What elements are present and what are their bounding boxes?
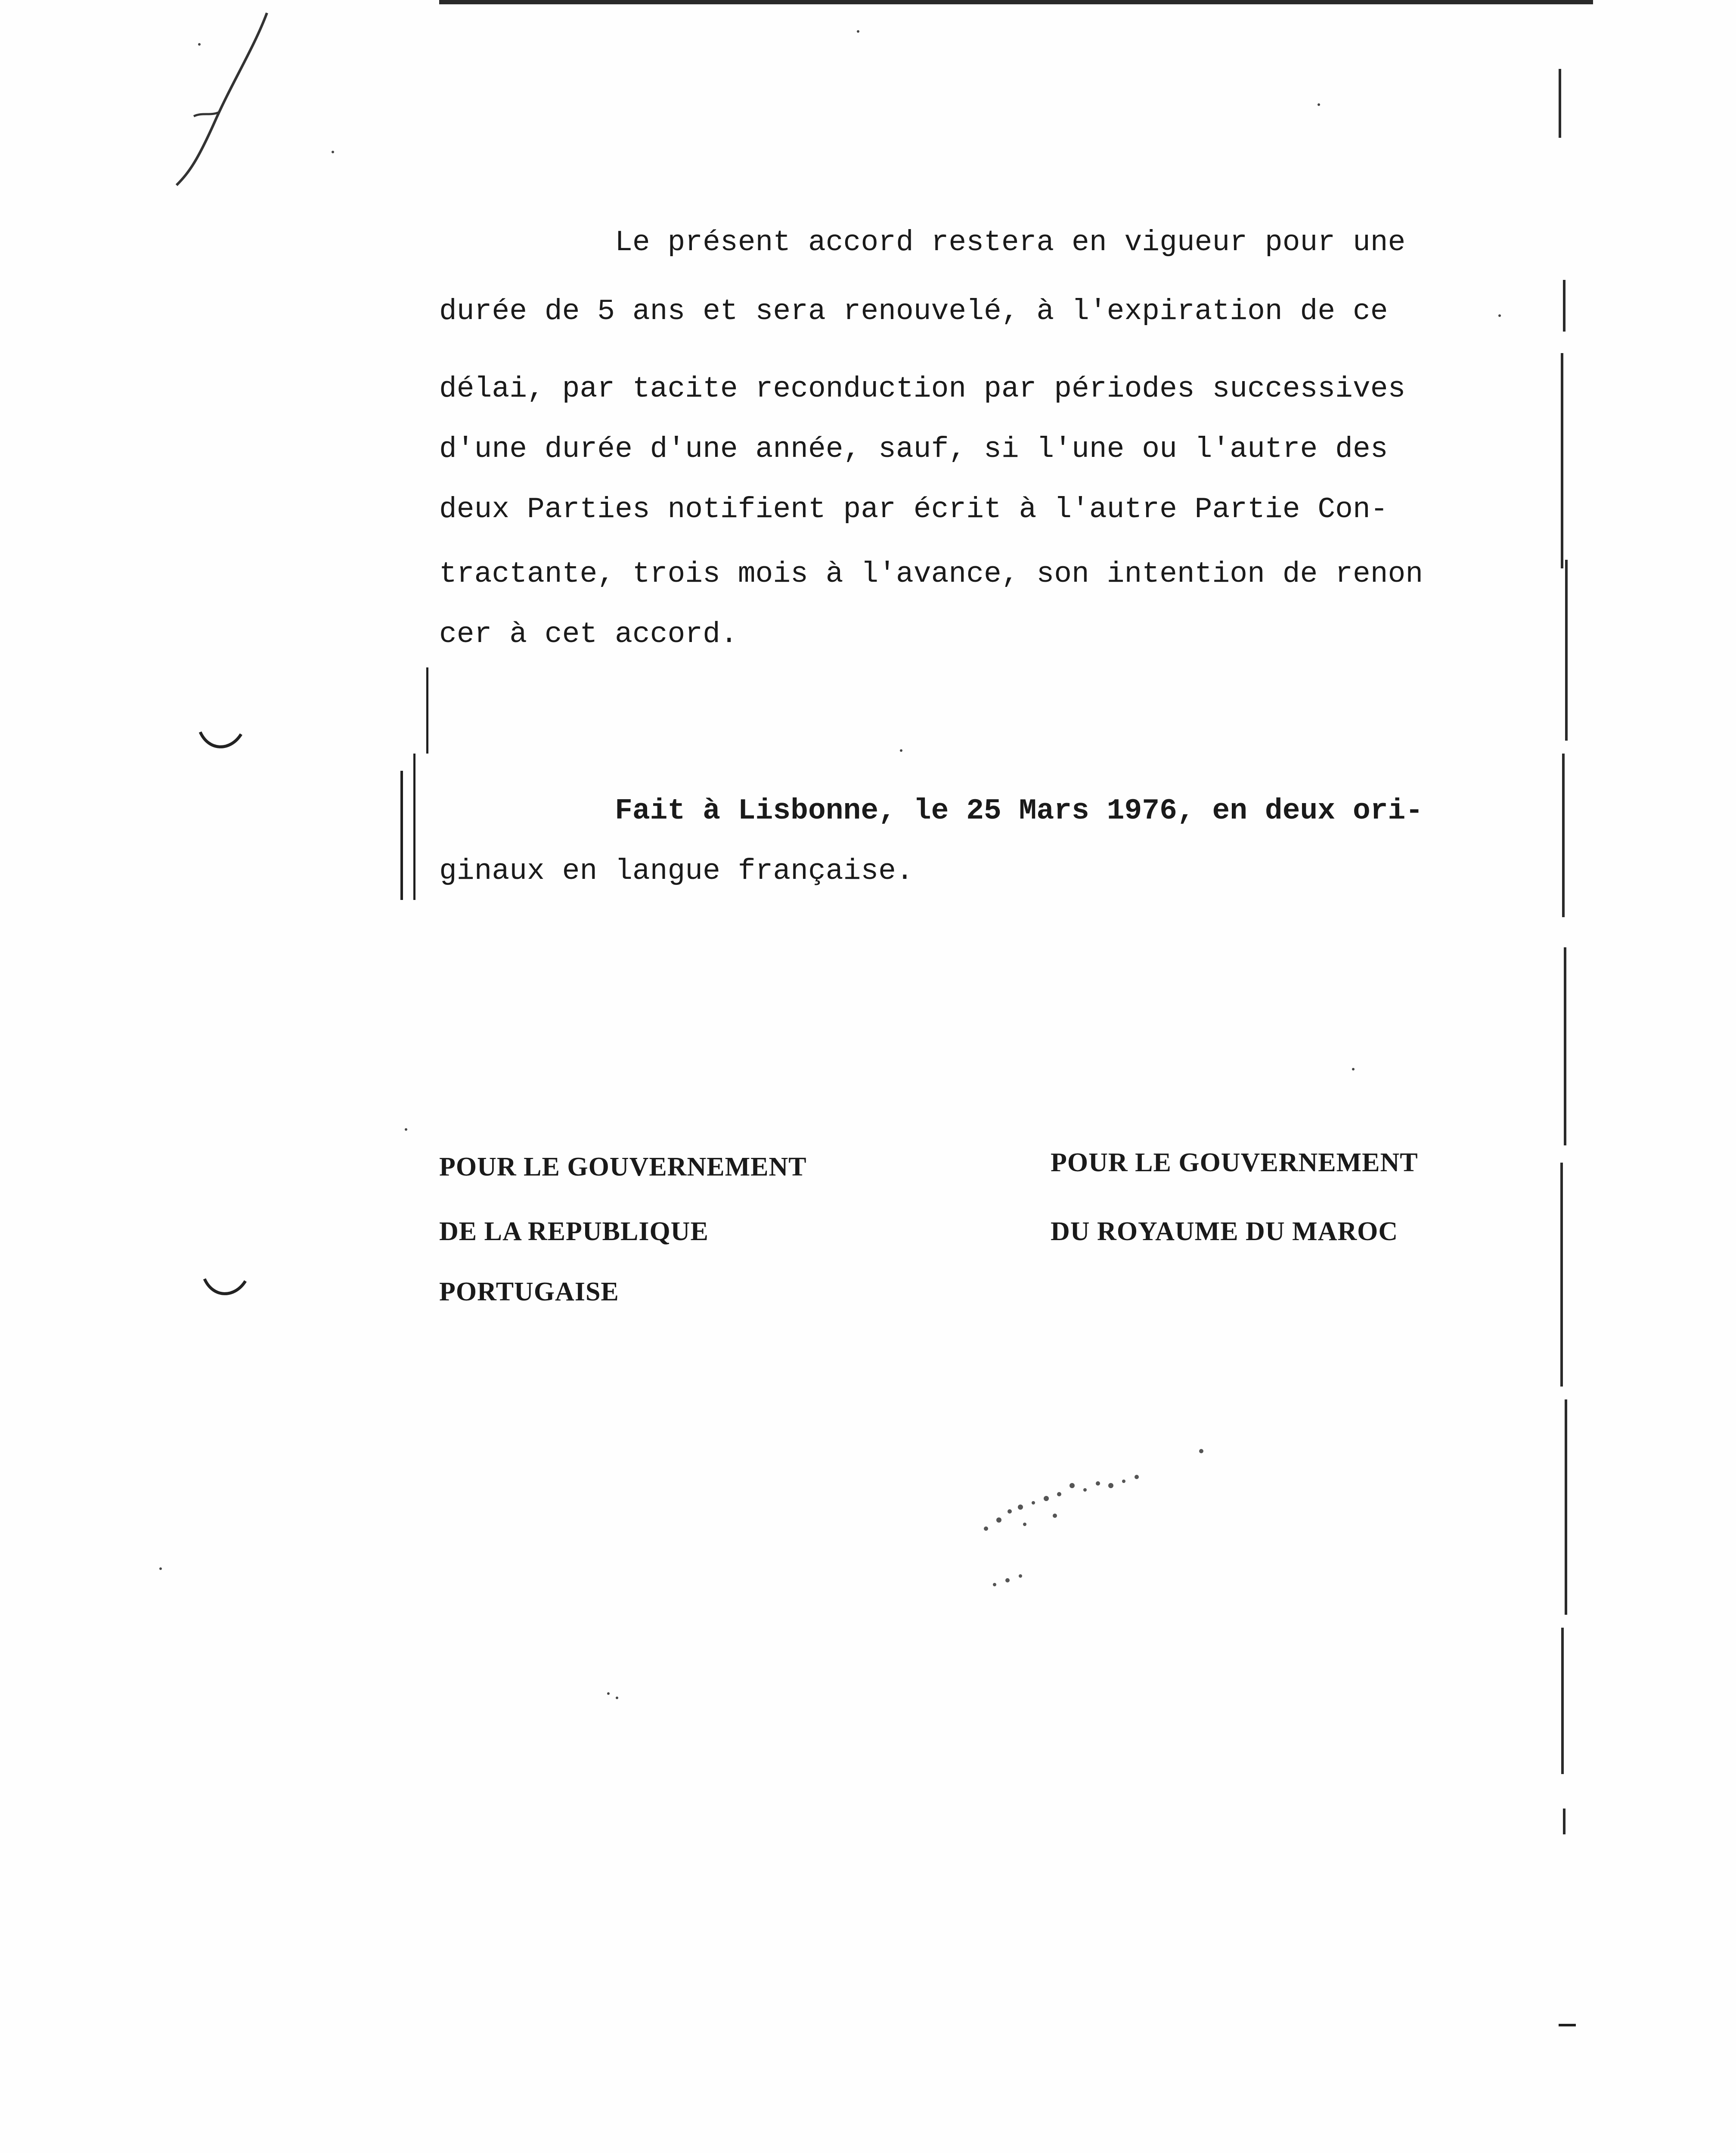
margin-pen-mark-icon [164,9,293,189]
margin-vertical-mark [400,771,403,900]
paragraph-line: tractante, trois mois à l'avance, son intention de renon [439,558,1423,591]
binding-edge-marks [1554,0,1580,1916]
speckle [405,1128,407,1131]
speckle [198,43,201,46]
speckle [857,30,859,33]
speckle [332,151,334,153]
paragraph-line: délai, par tacite reconduction par périodes successives [439,372,1406,406]
signature-line: DU ROYAUME DU MAROC [1051,1217,1398,1246]
speckle [1318,103,1320,106]
speckle [607,1692,610,1695]
margin-hook-mark-icon [198,728,245,754]
signature-line: PORTUGAISE [439,1277,619,1306]
margin-hook-mark-icon [202,1275,250,1300]
signature-line: POUR LE GOUVERNEMENT [1051,1148,1418,1177]
speckle [159,1567,162,1570]
speckle [1498,314,1501,317]
paragraph-line: Fait à Lisbonne, le 25 Mars 1976, en deux ori- [439,794,1423,828]
signature-line: DE LA REPUBLIQUE [439,1217,709,1246]
top-edge-rule [439,0,1593,4]
speckle [616,1697,618,1699]
signature-line: POUR LE GOUVERNEMENT [439,1152,807,1182]
paragraph-line: ginaux en langue française. [439,855,914,888]
paragraph-line: d'une durée d'une année, sauf, si l'une ou l'autre des [439,433,1388,466]
paragraph-line: durée de 5 ans et sera renouvelé, à l'expiration de ce [439,295,1388,328]
speckle [900,749,902,752]
speckle [1352,1068,1355,1070]
margin-vertical-mark [413,754,415,900]
paragraph-line: deux Parties notifient par écrit à l'autre Partie Con- [439,493,1388,526]
paragraph-line: Le présent accord restera en vigueur pour une [439,226,1406,259]
margin-vertical-mark [426,667,428,754]
edge-tick-mark [1559,2024,1576,2026]
paragraph-line: cer à cet accord. [439,618,738,651]
ink-stain-cluster-icon [969,1443,1227,1606]
